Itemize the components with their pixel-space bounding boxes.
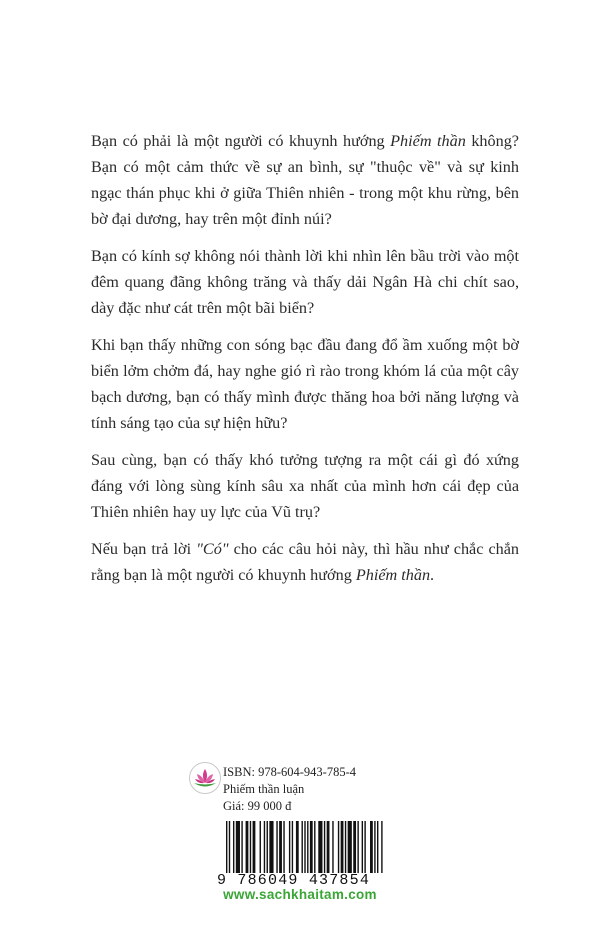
barcode-bar (226, 821, 227, 873)
barcode-bar (345, 821, 346, 873)
barcode-block (217, 821, 385, 889)
paragraph-1-text-start: Bạn có phải là một người có khuynh hướng (91, 132, 391, 150)
paragraph-5-text-middle: cho các câu hỏi này, thì hầu như chắc chắn rằng bạn là một người có khuynh hướng (91, 540, 520, 584)
paragraph-5-emphasis-1: "Có" (196, 540, 229, 558)
website-url: www.sachkhaitam.com (223, 887, 377, 902)
lotus-icon (188, 761, 222, 795)
barcode-bar (267, 821, 268, 873)
barcode-bar (318, 821, 322, 873)
paragraph-3: Khi bạn thấy những con sóng bạc đầu đang đổ ầm xuống một bờ biển lởm chởm đá, hay nghe gió rì rào trong khóm lá của một cây bạch dương, bạn có thấy mình được thăng hoa bởi năng lượng và tính sáng tạo của sự hiện hữu? (91, 336, 519, 432)
paragraph-1-text-end: không? Bạn có một cảm thức về sự an bình, sự "thuộc về" và sự kinh ngạc thán phục khi ở giữa Thiên nhiên - trong một khu rừng, bên bờ đại dương, hay trên một đỉnh núi? (91, 132, 519, 228)
paragraph-2: Bạn có kính sợ không nói thành lời khi nhìn lên bầu trời vào một đêm quang đãng không trăng và thấy dải Ngân Hà chi chít sao, dày đặc như cát trên một bãi biển? (91, 247, 519, 317)
barcode-bar (289, 821, 290, 873)
paragraph-5-text-start: Nếu bạn trả lời (91, 540, 197, 558)
barcode-bar (364, 821, 365, 873)
barcode-bar (338, 821, 339, 873)
price-text: Giá: 99 000 đ (223, 799, 292, 813)
barcode-bar (314, 821, 315, 873)
paragraph-1 (91, 128, 519, 232)
barcode-bar (341, 821, 344, 873)
barcode-bar (276, 821, 277, 873)
paragraph-1-emphasis: Phiếm thần (390, 132, 466, 150)
barcode-bar (304, 821, 305, 873)
barcode-bar (310, 821, 313, 873)
barcode-bar (332, 821, 333, 873)
barcode-bar (241, 821, 242, 873)
barcode-bar (229, 821, 230, 873)
barcode-bar (236, 821, 240, 873)
book-title-text: Phiếm thần luận (223, 782, 305, 796)
barcode-bar (348, 821, 352, 873)
barcode-bar (296, 821, 299, 873)
barcode-bar (246, 821, 249, 873)
paragraph-5 (91, 536, 519, 588)
barcode-bar (357, 821, 358, 873)
isbn-text: ISBN: 978-604-943-785-4 (223, 765, 356, 779)
barcode-bar (292, 821, 293, 873)
barcode-bar (264, 821, 265, 873)
barcode-bar (279, 821, 282, 873)
barcode-bar (327, 821, 330, 873)
barcode-bar (253, 821, 256, 873)
barcode-bar (250, 821, 251, 873)
barcode-bar (362, 821, 363, 873)
barcode-bar (307, 821, 308, 873)
barcode-bar (302, 821, 303, 873)
barcode-bar (381, 821, 382, 873)
barcode-bar (324, 821, 325, 873)
barcode-bar (370, 821, 373, 873)
barcode-bar (260, 821, 261, 873)
paragraph-5-text-end: . (430, 566, 435, 584)
back-cover-text (91, 128, 519, 599)
barcode-bar (233, 821, 234, 873)
barcode-bar (283, 821, 284, 873)
paragraph-5-emphasis-2: Phiếm thần (355, 566, 431, 584)
barcode-bar (377, 821, 378, 873)
barcode-icon (226, 821, 384, 873)
barcode-digits: 9 786049 437854 (217, 872, 371, 889)
barcode-bar (353, 821, 356, 873)
paragraph-4: Sau cùng, bạn có thấy khó tưởng tượng ra một cái gì đó xứng đáng với lòng sùng kính sâu xa nhất của mình hơn cái đẹp của Thiên nhiên hay uy lực của Vũ trụ? (91, 451, 519, 521)
barcode-bar (374, 821, 375, 873)
barcode-bar (269, 821, 273, 873)
